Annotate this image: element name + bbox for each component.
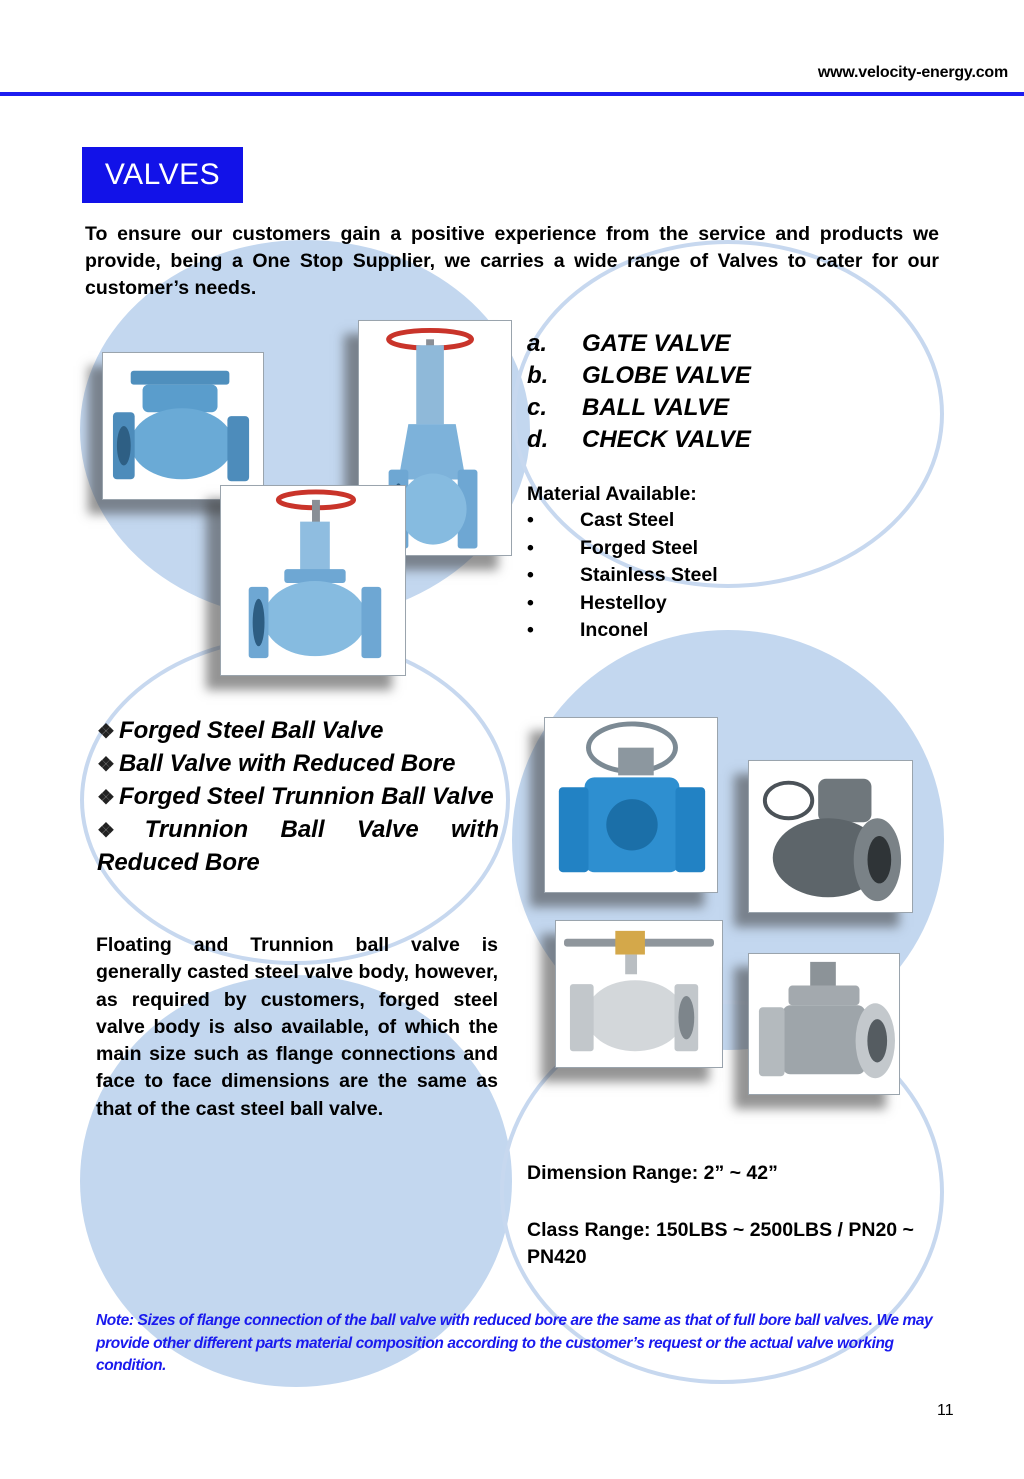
trunnion-ball-valve-gray-photo <box>748 760 913 913</box>
list-item: • Forged Steel <box>527 535 718 563</box>
floating-ball-valve-lever-photo <box>555 920 723 1068</box>
ball-valve-description: Floating and Trunnion ball valve is generally casted steel valve body, however, as required by customers, forged steel valve body is also available, of which the main size such as flange connections and face to face dimensions are the same as that of the cast steel ball valve. <box>96 934 498 1120</box>
bullet-icon: • <box>527 619 534 641</box>
diamond-bullet-icon: ❖ <box>97 754 115 776</box>
diamond-bullet-icon: ❖ <box>97 721 115 743</box>
list-item: • Hestelloy <box>527 590 718 618</box>
dimension-range: Dimension Range: 2” ~ 42” <box>527 1162 778 1184</box>
diamond-bullet-icon: ❖ <box>97 820 141 842</box>
bullet-icon: • <box>527 564 534 586</box>
list-item: ❖ Ball Valve with Reduced Bore <box>97 750 456 777</box>
section-title: VALVES <box>82 147 243 203</box>
forged-ball-valve-photo <box>748 953 900 1095</box>
bullet-icon: • <box>527 509 534 531</box>
materials-list <box>527 507 718 645</box>
class-range: Class Range: 150LBS ~ 2500LBS / PN20 ~ PN420 <box>527 1219 914 1268</box>
list-item: • Cast Steel <box>527 507 718 535</box>
list-item: • Inconel <box>527 617 718 645</box>
list-item: d. CHECK VALVE <box>527 426 751 453</box>
bullet-icon: • <box>527 591 534 614</box>
list-item: • Stainless Steel <box>527 562 718 590</box>
header-divider <box>0 92 1024 96</box>
list-item: ❖ Forged Steel Trunnion Ball Valve <box>97 783 494 810</box>
list-item: b. GLOBE VALVE <box>527 362 751 389</box>
diamond-bullet-icon: ❖ <box>97 787 115 809</box>
list-item: ❖ Trunnion Ball Valve with Reduced Bore <box>97 816 499 876</box>
valve-type-list <box>527 328 751 456</box>
check-valve-photo <box>102 352 264 500</box>
website-url: www.velocity-energy.com <box>817 64 1008 81</box>
list-item: ❖ Forged Steel Ball Valve <box>97 717 384 744</box>
page-number: 11 <box>937 1402 954 1419</box>
globe-valve-photo <box>220 485 406 676</box>
trunnion-ball-valve-blue-photo <box>544 717 718 893</box>
list-item: a. GATE VALVE <box>527 330 731 357</box>
ball-valve-list <box>97 715 499 879</box>
footnote: Note: Sizes of flange connection of the ball valve with reduced bore are the same as that of full bore ball valves. We may provide other different parts material composition according to the customer’s request or the actual valve working condition. <box>96 1312 933 1374</box>
bullet-icon: • <box>527 536 534 559</box>
intro-paragraph: To ensure our customers gain a positive experience from the service and products we provide, being a One Stop Supplier, we carries a wide range of Valves to cater for our customer’s needs. <box>85 223 939 299</box>
materials-heading: Material Available: <box>527 483 697 505</box>
list-item: c. BALL VALVE <box>527 394 730 421</box>
